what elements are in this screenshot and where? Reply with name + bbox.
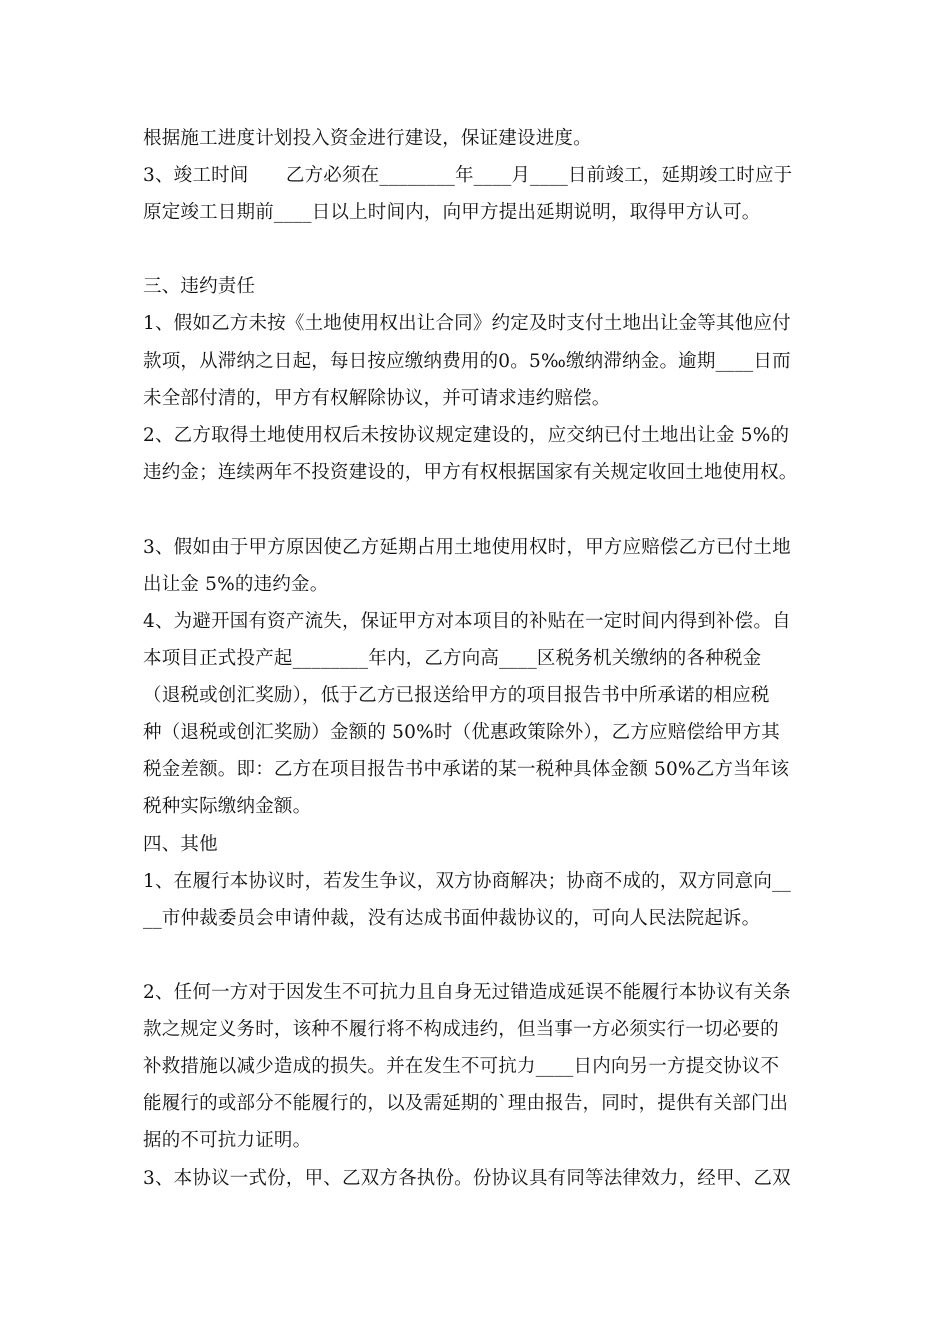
text-line: 补救措施以减少造成的损失。并在发生不可抗力____日内向另一方提交协议不 <box>143 1056 780 1077</box>
text-line: 1、假如乙方未按《土地使用权出让合同》约定及时支付土地出让金等其他应付 <box>143 313 791 334</box>
text-line: 1、在履行本协议时，若发生争议，双方协商解决；协商不成的，双方同意向__ <box>143 871 791 892</box>
text-line: 原定竣工日期前____日以上时间内，向甲方提出延期说明，取得甲方认可。 <box>143 202 761 223</box>
section-heading: 三、违约责任 <box>143 276 256 297</box>
text-line: 税金差额。即：乙方在项目报告书中承诺的某一税种具体金额 50%乙方当年该 <box>143 759 790 780</box>
text-line: 能履行的或部分不能履行的，以及需延期的`理由报告，同时，提供有关部门出 <box>143 1093 789 1114</box>
text-line: 3、假如由于甲方原因使乙方延期占用土地使用权时，甲方应赔偿乙方已付土地 <box>143 537 791 558</box>
text-line: 3、竣工时间 乙方必须在________年____月____日前竣工，延期竣工时应于 <box>143 165 793 186</box>
text-line: 出让金 5%的违约金。 <box>143 574 329 595</box>
text-line: 未全部付清的，甲方有权解除协议，并可请求违约赔偿。 <box>143 388 611 409</box>
text-line: 款之规定义务时，该种不履行将不构成违约，但当事一方必须实行一切必要的 <box>143 1019 779 1040</box>
text-line: 款项，从滞纳之日起，每日按应缴纳费用的0。5‰缴纳滞纳金。逾期____日而 <box>143 351 791 372</box>
text-line: 本项目正式投产起________年内，乙方向高____区税务机关缴纳的各种税金 <box>143 648 762 669</box>
text-line: 2、任何一方对于因发生不可抗力且自身无过错造成延误不能履行本协议有关条 <box>143 982 791 1003</box>
text-line: 3、本协议一式份，甲、乙双方各执份。份协议具有同等法律效力，经甲、乙双 <box>143 1168 791 1189</box>
text-line: 种（退税或创汇奖励）金额的 50%时（优惠政策除外），乙方应赔偿给甲方其 <box>143 722 780 743</box>
text-line: 据的不可抗力证明。 <box>143 1130 312 1151</box>
text-line: 税种实际缴纳金额。 <box>143 796 312 817</box>
text-line: （退税或创汇奖励），低于乙方已报送给甲方的项目报告书中所承诺的相应税 <box>143 685 770 706</box>
text-line: 违约金；连续两年不投资建设的，甲方有权根据国家有关规定收回土地使用权。 <box>143 462 798 483</box>
text-line: 2、乙方取得土地使用权后未按协议规定建设的，应交纳已付土地出让金 5%的 <box>143 425 790 446</box>
text-line: 根据施工进度计划投入资金进行建设，保证建设进度。 <box>143 128 592 149</box>
text-line: 4、为避开国有资产流失，保证甲方对本项目的补贴在一定时间内得到补偿。自 <box>143 611 791 632</box>
text-line: __市仲裁委员会申请仲裁，没有达成书面仲裁协议的，可向人民法院起诉。 <box>143 908 761 929</box>
section-heading: 四、其他 <box>143 834 218 855</box>
